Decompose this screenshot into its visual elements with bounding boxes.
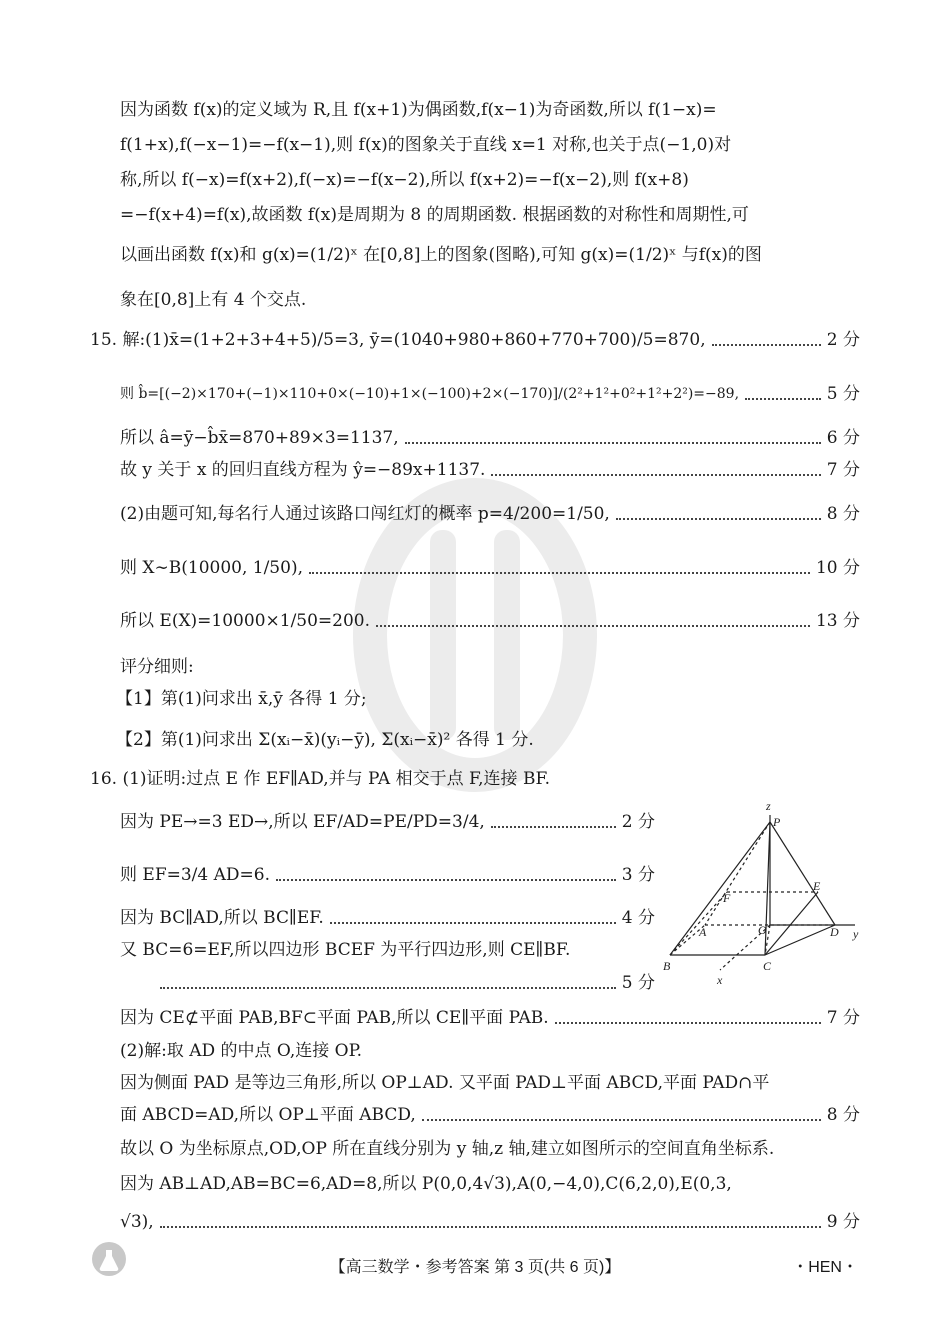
label-b: B <box>663 959 671 973</box>
label-y: y <box>853 927 859 941</box>
label-o: O <box>758 923 767 937</box>
pyramid-figure <box>655 800 870 990</box>
label-p: P <box>773 815 781 829</box>
q16-row-3: 因为 BC∥AD,所以 BC∥EF. 4 分 <box>120 908 655 928</box>
label-d: D <box>830 925 839 939</box>
q15-rubric-1: 【1】第(1)问求出 x̄,ȳ 各得 1 分; <box>116 689 367 709</box>
q15-row-2: 则 b̂=[(−2)×170+(−1)×110+0×(−10)+1×(−100)+2×(−170)]/(2²+1²+0²+1²+2²)=−89, 5 分 <box>120 384 860 404</box>
intro-line-3: 称,所以 f(−x)=f(x+2),f(−x)=−f(x−2),所以 f(x+2)=−f(x−2),则 f(x+8) <box>120 170 689 190</box>
label-a: A <box>699 925 707 939</box>
q16-row-4: 因为 CE⊄平面 PAB,BF⊂平面 PAB,所以 CE∥平面 PAB. 7 分 <box>120 1008 860 1028</box>
q15-row-1: 15. 解:(1)x̄=(1+2+3+4+5)/5=3, ȳ=(1040+980+860+770+700)/5=870, 2 分 <box>90 330 860 350</box>
intro-line-2: f(1+x),f(−x−1)=−f(x−1),则 f(x)的图象关于直线 x=1 对称,也关于点(−1,0)对 <box>120 135 732 155</box>
q15-row-3: 所以 â=ȳ−b̂x̄=870+89×3=1137, 6 分 <box>120 428 860 448</box>
q16-row-2: 则 EF=3/4 AD=6. 3 分 <box>120 865 655 885</box>
intro-line-4: =−f(x+4)=f(x),故函数 f(x)是周期为 8 的周期函数. 根据函数的对称性和周期性,可 <box>120 205 749 225</box>
label-f: F <box>723 891 731 905</box>
q15-row-6: 则 X∼B(10000, 1/50), 10 分 <box>120 558 860 578</box>
label-x: x <box>717 973 723 987</box>
q16-part2-line-3: 故以 O 为坐标原点,OD,OP 所在直线分别为 y 轴,z 轴,建立如图所示的空间直角坐标系. <box>120 1139 775 1159</box>
q16-part2-line-1: (2)解:取 AD 的中点 O,连接 OP. <box>120 1041 363 1061</box>
q15-row-5: (2)由题可知,每名行人通过该路口闯红灯的概率 p=4/200=1/50, 8 分 <box>120 504 860 524</box>
label-c: C <box>763 959 772 973</box>
q16-part2-row: 面 ABCD=AD,所以 OP⊥平面 ABCD, 8 分 <box>120 1105 860 1125</box>
q15-rubric-title: 评分细则: <box>120 657 194 677</box>
q16-parallelogram: 又 BC=6=EF,所以四边形 BCEF 为平行四边形,则 CE∥BF. <box>120 940 571 960</box>
q15-row-7: 所以 E(X)=10000×1/50=200. 13 分 <box>120 611 860 631</box>
q16-part2-line-2: 因为侧面 PAD 是等边三角形,所以 OP⊥AD. 又平面 PAD⊥平面 ABCD,平面 PAD∩平 <box>120 1073 770 1093</box>
q16-part2-last: √3), 9 分 <box>120 1212 860 1232</box>
intro-line-6: 象在[0,8]上有 4 个交点. <box>120 290 307 310</box>
label-e: E <box>813 879 821 893</box>
q15-row-4: 故 y 关于 x 的回归直线方程为 ŷ=−89x+1137. 7 分 <box>120 460 860 480</box>
footer-code: ・HEN・ <box>792 1259 858 1276</box>
q16-row-1: 因为 PE→=3 ED→,所以 EF/AD=PE/PD=3/4, 2 分 <box>120 812 655 832</box>
label-z: z <box>766 800 771 813</box>
q16-part2-line-4: 因为 AB⊥AD,AB=BC=6,AD=8,所以 P(0,0,4√3),A(0,−4,0),C(6,2,0),E(0,3, <box>120 1174 732 1194</box>
intro-line-1: 因为函数 f(x)的定义域为 R,且 f(x+1)为偶函数,f(x−1)为奇函数,所以 f(1−x)= <box>120 100 717 120</box>
footer-page-info: 【高三数学・参考答案 第 3 页(共 6 页)】 <box>329 1259 621 1276</box>
q15-rubric-2: 【2】第(1)问求出 Σ(xᵢ−x̄)(yᵢ−ȳ), Σ(xᵢ−x̄)² 各得 1 分. <box>116 730 534 750</box>
q16-intro: 16. (1)证明:过点 E 作 EF∥AD,并与 PA 相交于点 F,连接 BF. <box>90 769 550 789</box>
q16-parallelogram-score: 5 分 <box>120 971 655 995</box>
intro-line-5: 以画出函数 f(x)和 g(x)=(1/2)ˣ 在[0,8]上的图象(图略),可知 g(x)=(1/2)ˣ 与f(x)的图 <box>120 245 762 265</box>
